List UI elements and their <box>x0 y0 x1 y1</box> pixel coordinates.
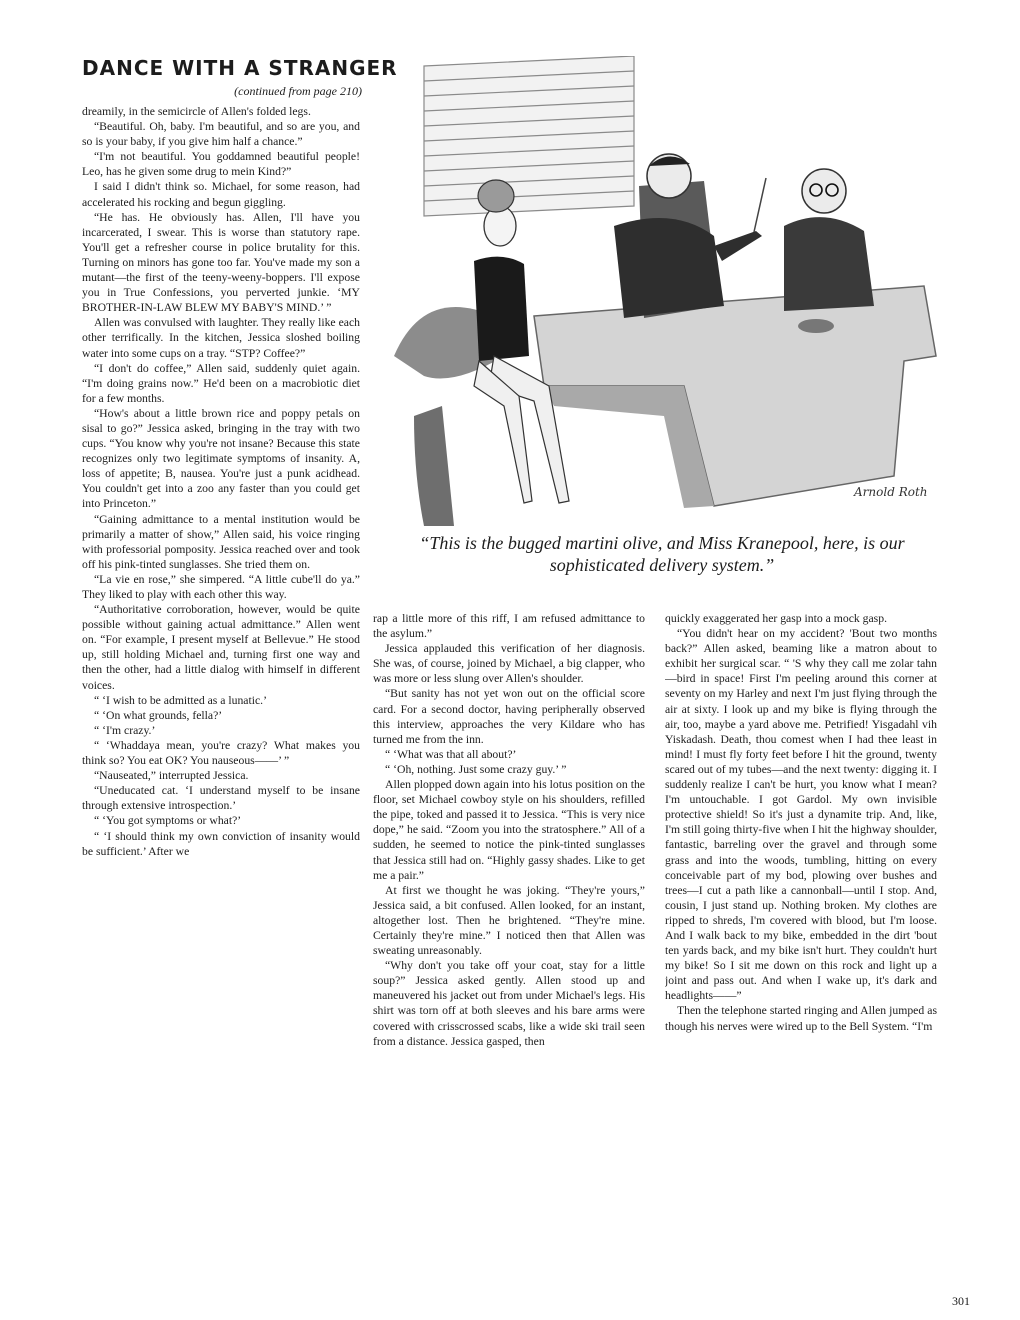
paragraph: “But sanity has not yet won out on the official score card. For a second doctor, having peripherally observed this interview, approaches the very Kildare who has turned me from the inn. <box>373 687 645 746</box>
paragraph: “How's about a little brown rice and poppy petals on sisal to go?” Jessica asked, bringing in the tray with two cups. “You know why you're not insane? Because this state recognizes only two legitimate symptoms of insanity. A, loss of appetite; B, nausea. You're just a punk acidhead. You couldn't get into a zoo any faster than you could get into Princeton.” <box>82 406 360 511</box>
article-title: DANCE WITH A STRANGER <box>82 56 398 80</box>
paragraph: “Why don't you take off your coat, stay for a little soup?” Jessica asked gently. Allen stood up and maneuvered his jacket out from under Michael's legs. His shirt was torn off at both sleeves and his bare arms were covered with crisscrossed scabs, like a wide ski trail seen from a distance. Jessica gasped, then <box>373 959 645 1048</box>
continued-note: (continued from page 210) <box>234 84 362 98</box>
paragraph: “Authoritative corroboration, however, would be quite possible without gaining actual admittance.” Allen went on. “For example, I present myself at Bellevue.” He stood up, still holding Michael and, turning first one way and then the other, had a little dialog with himself in different voices. <box>82 603 360 692</box>
artist-signature: Arnold Roth <box>854 485 928 499</box>
paragraph: dreamily, in the semicircle of Allen's folded legs. <box>82 105 311 118</box>
paragraph: “Gaining admittance to a mental institution would be primarily a matter of show,” Allen said, his voice ringing with professorial pomposity. Jessica reached over and took off his pink-tinted sunglasses. She tried them on. <box>82 512 360 571</box>
paragraph: “Nauseated,” interrupted Jessica. <box>94 769 249 783</box>
bespectacled-man-figure <box>784 169 874 311</box>
text-column-3 <box>665 611 937 1311</box>
paragraph: “ ‘On what grounds, fella?’ <box>94 708 223 722</box>
paragraph: “You didn't hear on my accident? 'Bout two months back?” Allen asked, beaming like a matron about to exhibit her surgical scar. “ 'S why they call me zolar tahn—bird in space! First I'm peeling around this corner at seventy on my Harley and next I'm just flying through the air at sixty. I look up and my bike is flying through the air, too, maybe a yard above me. Petrified! Yisgadahl vih Yiskadash. Death, thou comest when I had thee least in mind! I must fly forty feet before I hit the ground, twenty scared out of my tubes—and the next twenty: digging it. I suddenly realize I can't be hurt, you know what I mean? I'm untouchable. I got Gardol. My own invisible protective shield! So it's just a dynamite trip. And, like, I'm still going thirty-five when I hit the highway shoulder, fantastic, barreling over the gravel and through some grass and into the woods, tumbling, hitting on every conceivable part of my bod, plowing over bushes and trees—I cut a path like a cannonball—until I stop. And, cousin, I just stand up. Nothing broken. My clothes are ripped to shreds, I'm covered with blood, but I'm loose. And I walk back to my bike, embedded in the dirt 'bout ten yards back, and my bike isn't hurt. They couldn't hurt my bike! So I sit me down on this rock and light up a joint and pass out. And when I wake up, it's dark and headlights——” <box>665 627 937 1003</box>
paragraph: “I don't do coffee,” Allen said, suddenly quiet again. “I'm doing grains now.” He'd been on a macrobiotic diet for a few months. <box>82 361 360 405</box>
cartoon-caption: “This is the bugged martini olive, and Miss Kranepool, here, is our sophisticated delivery system.” <box>419 533 905 575</box>
office-desk <box>534 286 936 508</box>
paragraph: “He has. He obviously has. Allen, I'll have you incarcerated, I swear. This is worse than statutory rape. You'll get a refresher course in police brutality for this. Turning on minors has gone too far. You've made my son a mutant—the first of the teeny-weeny-boppers. I'll expose you in True Confessions, you perverted junkie. ‘MY BROTHER-IN-LAW BLEW MY BABY'S MIND.’ ” <box>82 210 360 315</box>
text-column-2 <box>373 611 645 1311</box>
paragraph: Allen was convulsed with laughter. They really like each other terrifically. In the kitchen, Jessica sloshed boiling water into some cups on a tray. “STP? Coffee?” <box>82 316 360 360</box>
paragraph: Jessica applauded this verification of her diagnosis. She was, of course, joined by Michael, a big clapper, who was more or less slung over Allen's shoulder. <box>373 642 645 686</box>
paragraph: Then the telephone started ringing and Allen jumped as though his nerves were wired up to the Bell System. “I'm <box>665 1004 937 1033</box>
paragraph: “I'm not beautiful. You goddamned beautiful people! Leo, has he given some drug to mein Kind?” <box>82 150 360 179</box>
paragraph: Allen plopped down again into his lotus position on the floor, set Michael cowboy style on his shoulders, refilled the pipe, toked and passed it to Jessica. “This is very nice dope,” he said. “Zoom you into the stratosphere.” All of a sudden, he seemed to notice the pink-tinted sunglasses that Jessica still had on. “Highly gassy shades. Like to get me a pair.” <box>373 778 645 882</box>
cartoon-illustration <box>384 56 940 526</box>
paragraph: “ ‘You got symptoms or what?’ <box>94 814 242 828</box>
paragraph: “ ‘I wish to be admitted as a lunatic.’ <box>94 693 267 707</box>
paragraph: “Uneducated cat. ‘I understand myself to be insane through extensive introspection.’ <box>82 784 360 813</box>
paragraph: rap a little more of this riff, I am refused admittance to the asylum.” <box>373 612 645 641</box>
paragraph: “ ‘What was that all about?’ <box>385 747 517 761</box>
paragraph: “ ‘I'm crazy.’ <box>94 723 156 737</box>
paragraph: “Beautiful. Oh, baby. I'm beautiful, and so are you, and so is your baby, if you give him half a chance.” <box>82 120 360 149</box>
paragraph: I said I didn't think so. Michael, for some reason, had accelerated his rocking and begun giggling. <box>82 180 360 209</box>
window-blinds <box>424 56 634 216</box>
paragraph: “ ‘Oh, nothing. Just some crazy guy.’ ” <box>385 762 567 776</box>
text-column-1 <box>82 104 360 1310</box>
paragraph: “ ‘Whaddaya mean, you're crazy? What makes you think so? You eat OK? You nauseous——’ ” <box>82 738 360 768</box>
paragraph: “La vie en rose,” she simpered. “A little cube'll do ya.” They liked to play with each other this way. <box>82 572 360 601</box>
paragraph: “ ‘I should think my own conviction of insanity would be sufficient.’ After we <box>82 829 360 858</box>
page-number: 301 <box>952 1294 970 1308</box>
paragraph: At first we thought he was joking. “They're yours,” Jessica said, a bit confused. Allen looked, for an instant, altogether lost. Then he brightened. “They're mine. Certainly they're mine.” I noticed then that Allen was sweating unreasonably. <box>373 883 645 958</box>
paragraph: quickly exaggerated her gasp into a mock gasp. <box>665 612 887 625</box>
businessman-figure <box>614 154 766 318</box>
